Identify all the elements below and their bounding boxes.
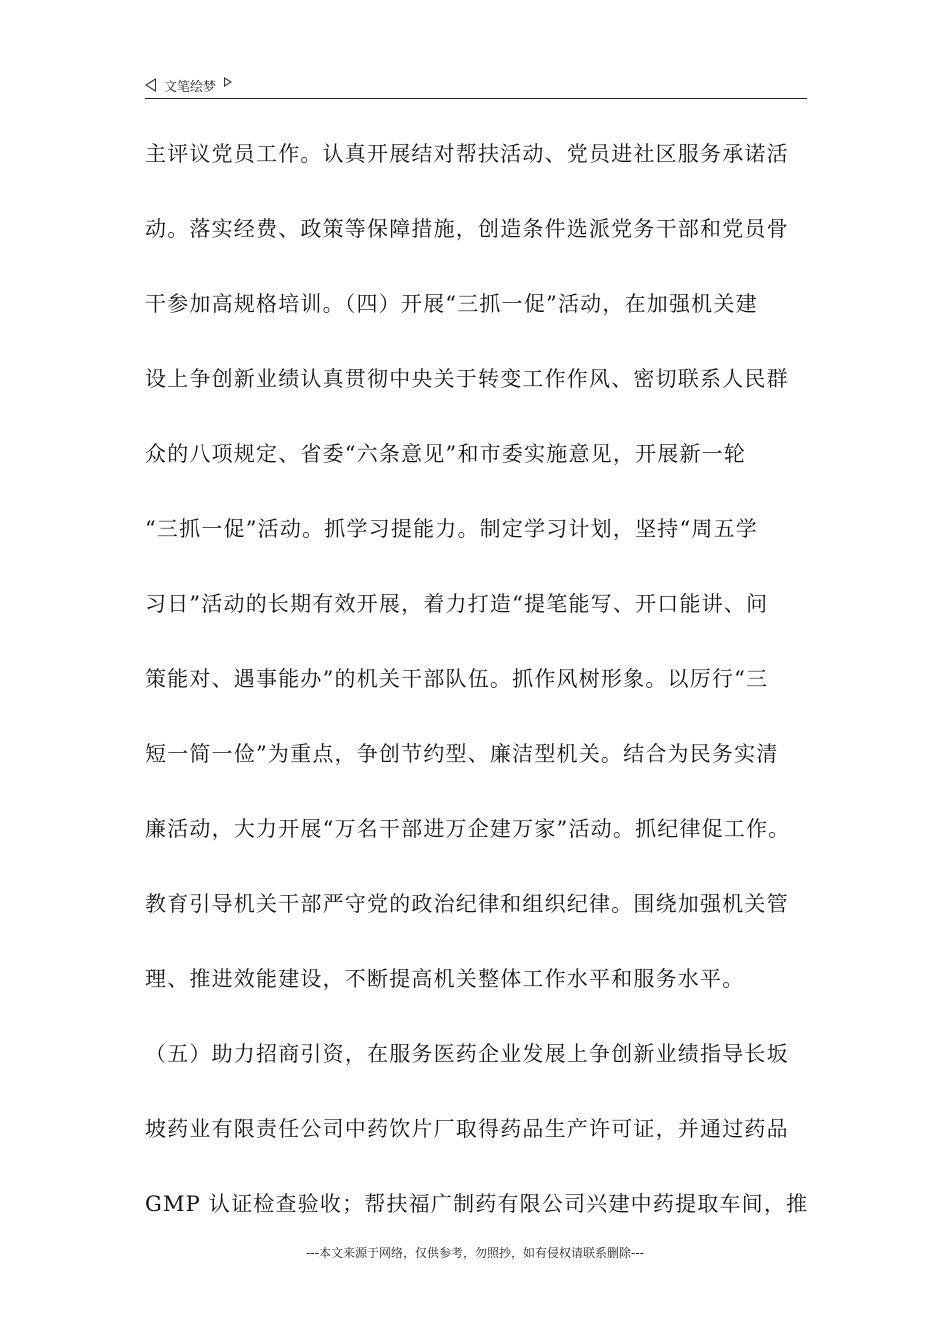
text-line: “三抓一促”活动。抓学习提能力。制定学习计划，坚持“周五学	[145, 517, 759, 541]
text-line: （五）助力招商引资，在服务医药企业发展上争创新业绩指导长坂	[145, 1042, 789, 1066]
text-line: 短一简一俭”为重点，争创节约型、廉洁型机关。结合为民务实清	[145, 742, 779, 766]
text-line: 廉活动，大力开展“万名干部进万企建万家”活动。抓纪律促工作。	[145, 817, 791, 841]
header-row	[145, 74, 807, 96]
text-line: 教育引导机关干部严守党的政治纪律和组织纪律。围绕加强机关管	[145, 892, 789, 916]
text-line: 干参加高规格培训。（四）开展“三抓一促”活动，在加强机关建	[145, 292, 758, 316]
triangle-right-icon	[224, 77, 232, 87]
text-line: 习日”活动的长期有效开展，着力打造“提笔能写、开口能讲、问	[145, 592, 769, 616]
text-line: 理、推进效能建设，不断提高机关整体工作水平和服务水平。	[145, 967, 745, 991]
text-line: 设上争创新业绩认真贯彻中央关于转变工作作风、密切联系人民群	[145, 367, 789, 391]
document-body	[145, 134, 815, 1259]
text-line: 策能对、遇事能办”的机关干部队伍。抓作风树形象。以厉行“三	[145, 667, 769, 691]
text-line: GMP 认证检查验收；帮扶福广制药有限公司兴建中药提取车间，推	[145, 1192, 809, 1216]
footer-disclaimer: ---本文来源于网络，仅供参考，勿照抄，如有侵权请联系删除---	[306, 1246, 644, 1260]
header-title: 文笔绘梦	[164, 79, 217, 95]
text-line: 主评议党员工作。认真开展结对帮扶活动、党员进社区服务承诺活	[145, 142, 789, 166]
text-line: 坡药业有限责任公司中药饮片厂取得药品生产许可证，并通过药品	[145, 1117, 789, 1141]
page-header	[145, 74, 807, 99]
text-line: 动。落实经费、政策等保障措施，创造条件选派党务干部和党员骨	[145, 217, 789, 241]
text-line: 众的八项规定、省委“六条意见”和市委实施意见，开展新一轮	[145, 442, 747, 466]
triangle-left-icon	[145, 78, 156, 92]
